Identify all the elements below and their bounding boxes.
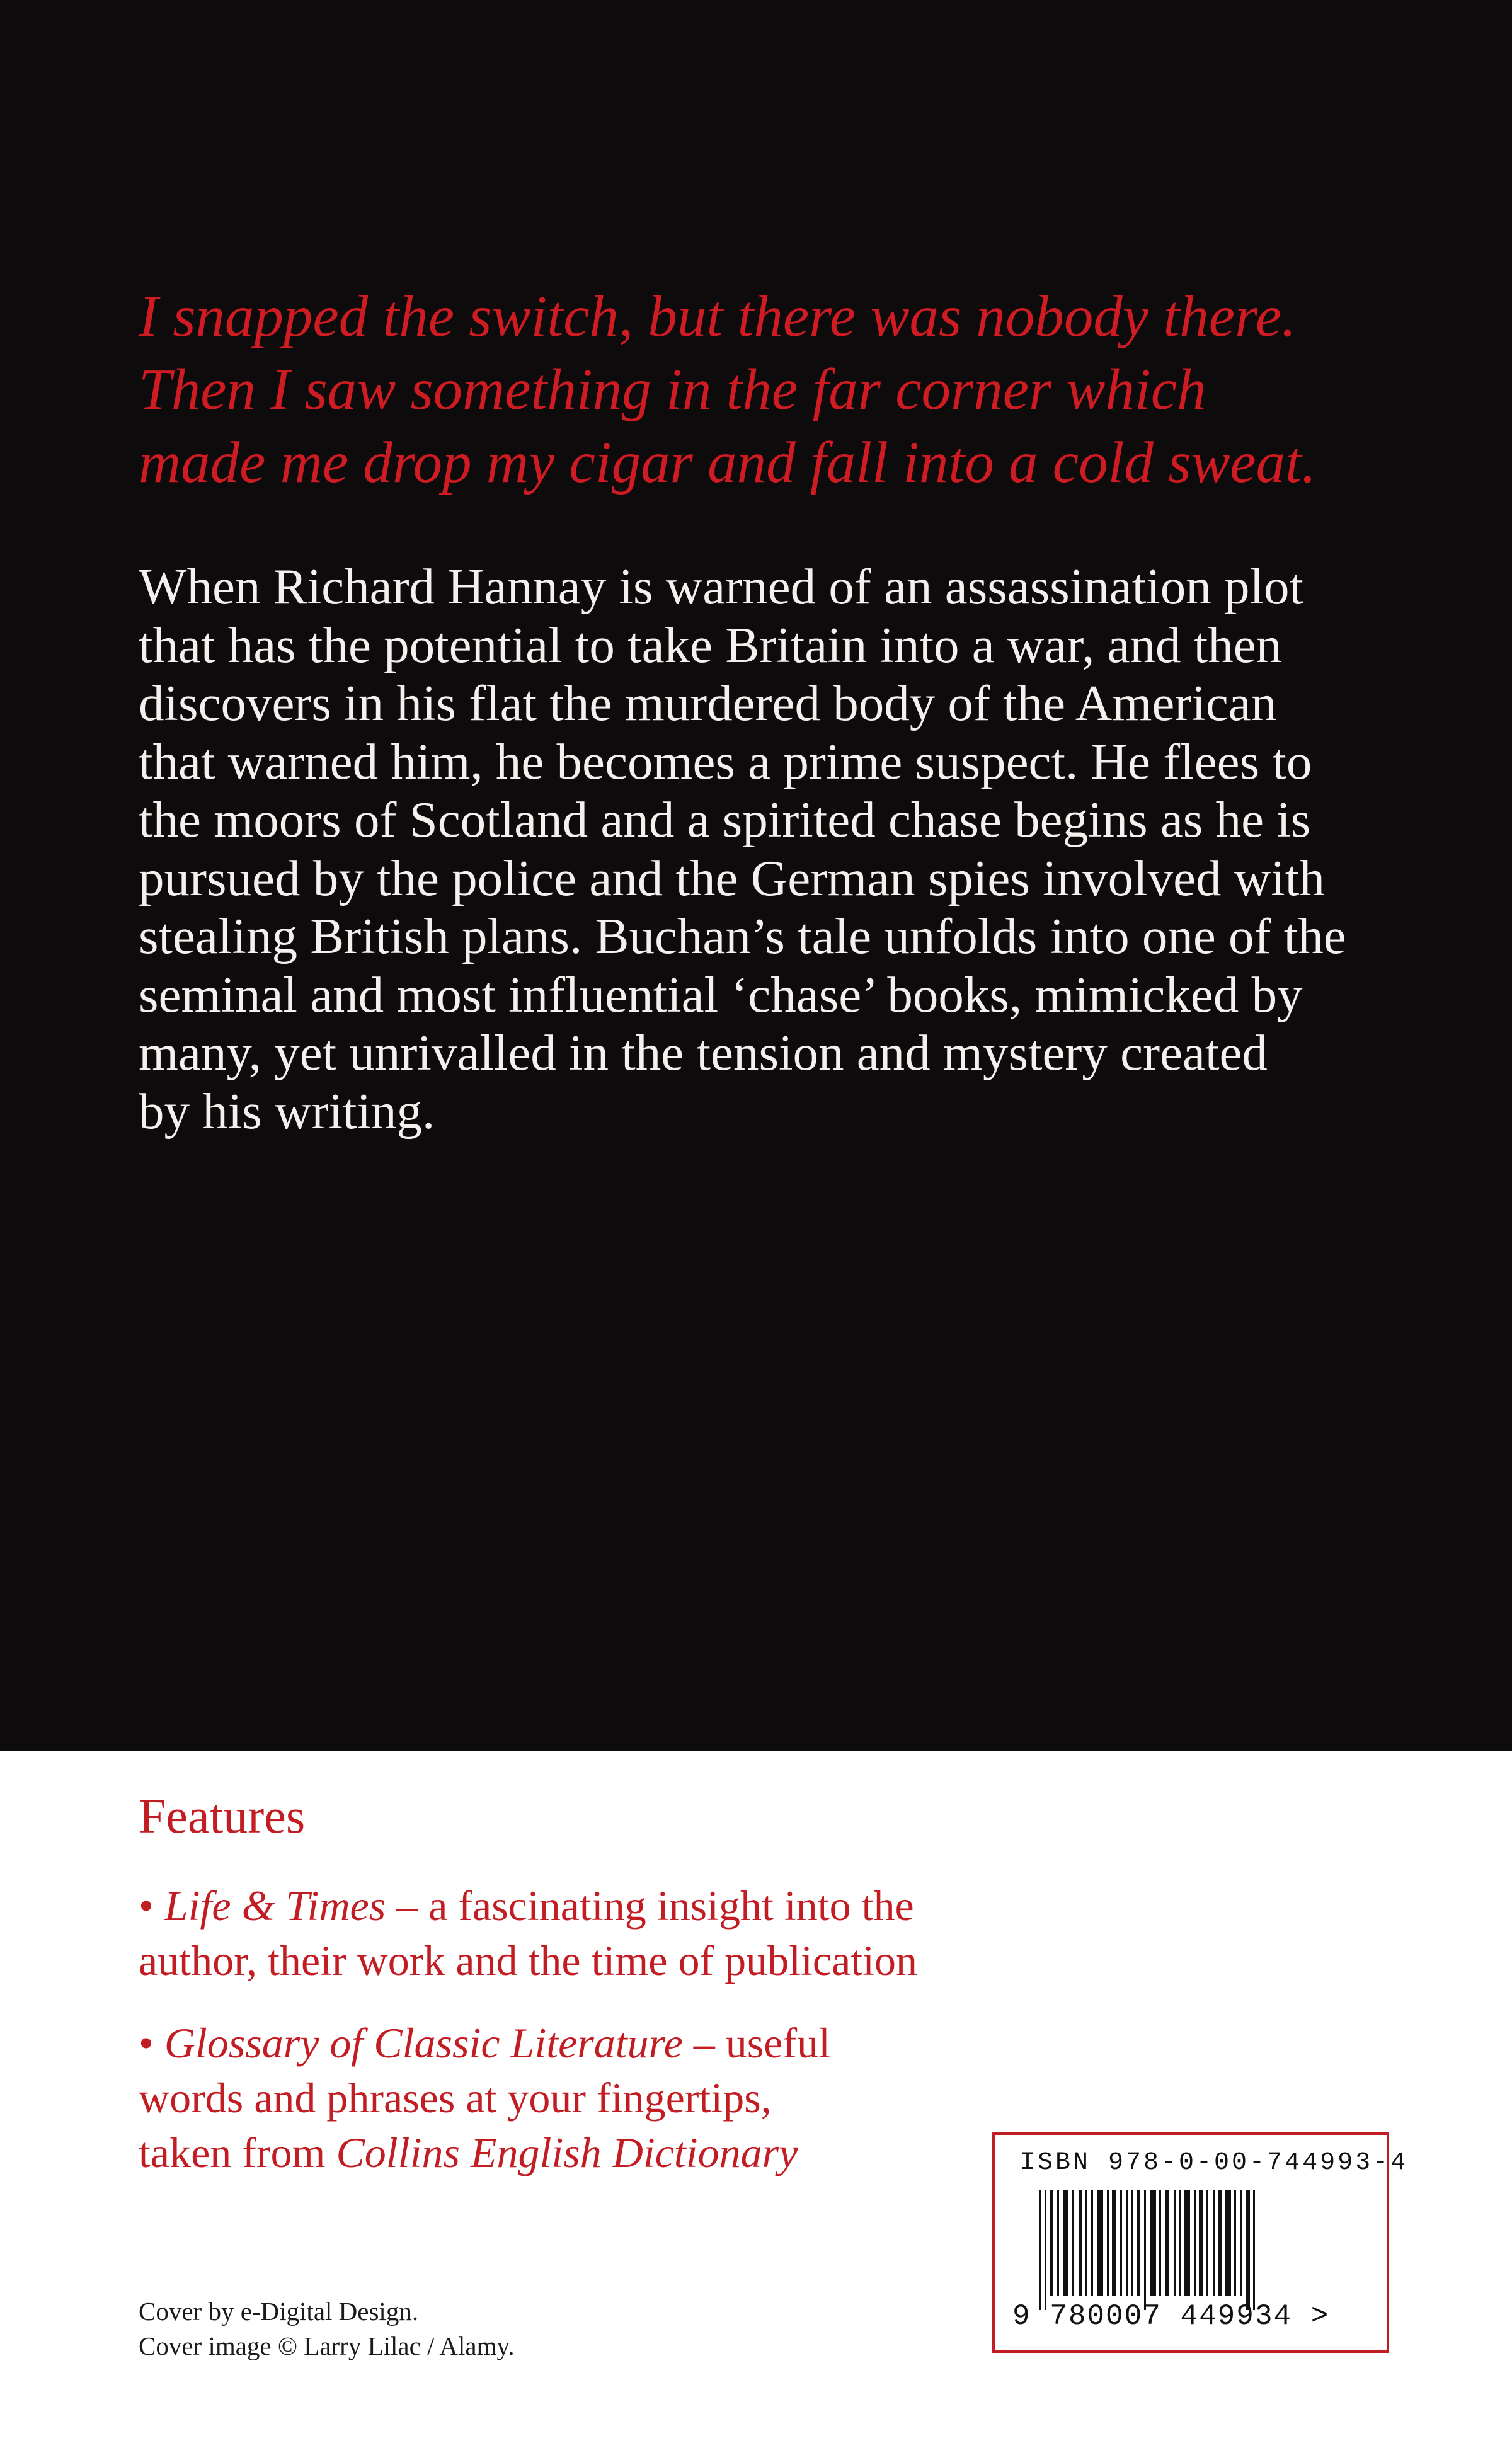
blurb-line: that warned him, he becomes a prime suspect. He flees to <box>139 733 1312 790</box>
bullet-icon: • <box>139 2019 154 2067</box>
quote-line: made me drop my cigar and fall into a cold sweat. <box>139 430 1317 495</box>
barcode-bar <box>1213 2190 1215 2296</box>
barcode-bar <box>1063 2190 1068 2296</box>
barcode-bar <box>1174 2190 1176 2296</box>
barcode-bar <box>1097 2190 1103 2296</box>
isbn-label: ISBN 978-0-00-744993-4 <box>1020 2149 1409 2177</box>
barcode-group-right: 449934 <box>1180 2300 1293 2333</box>
book-blurb <box>139 558 1449 1140</box>
barcode-bar <box>1039 2190 1041 2310</box>
dictionary-title: Collins English Dictionary <box>336 2129 798 2176</box>
feature-description: words and phrases at your fingertips, <box>139 2074 772 2122</box>
barcode-bar <box>1120 2190 1122 2296</box>
barcode-bar <box>1253 2190 1255 2310</box>
barcode-digits <box>1012 2300 1329 2333</box>
barcode-bar <box>1079 2190 1082 2296</box>
barcode-bar <box>1057 2190 1059 2296</box>
barcode-bar <box>1150 2190 1156 2296</box>
barcode-bar <box>1199 2190 1203 2296</box>
feature-description: – useful <box>682 2019 830 2067</box>
blurb-line: discovers in his flat the murdered body of the American <box>139 675 1277 731</box>
bullet-icon: • <box>139 1882 154 1930</box>
design-credit: Cover by e-Digital Design. <box>139 2297 419 2326</box>
barcode-bar <box>1091 2190 1093 2296</box>
blurb-line: by his writing. <box>139 1082 435 1140</box>
barcode-bar <box>1131 2190 1133 2296</box>
feature-item-glossary <box>139 2016 1021 2180</box>
feature-line <box>139 1879 1021 1933</box>
barcode-bar <box>1107 2190 1109 2296</box>
quote-line: Then I saw something in the far corner which <box>139 357 1206 422</box>
blurb-line: When Richard Hannay is warned of an assassination plot <box>139 558 1303 615</box>
isbn-barcode-box <box>992 2132 1409 2353</box>
barcode-bar <box>1137 2190 1140 2296</box>
barcode-group-left: 780007 <box>1050 2300 1162 2333</box>
barcode-end-mark: > <box>1310 2300 1330 2333</box>
blurb-line: pursued by the police and the German spies involved with <box>139 849 1325 907</box>
feature-name: Life & Times <box>164 1882 386 1930</box>
blurb-line: stealing British plans. Buchan’s tale unfolds into one of the <box>139 908 1346 964</box>
feature-description: author, their work and the time of publication <box>139 1936 918 1984</box>
feature-item-life-and-times <box>139 1879 1021 1988</box>
barcode-bar <box>1144 2190 1146 2310</box>
blurb-line: the moors of Scotland and a spirited chase begins as he is <box>139 791 1311 848</box>
barcode-bar <box>1194 2190 1196 2296</box>
blurb-line: that has the potential to take Britain into a war, and then <box>139 616 1282 673</box>
barcode-bar <box>1165 2190 1169 2296</box>
barcode-bar <box>1234 2190 1236 2296</box>
barcode-bar <box>1184 2190 1190 2296</box>
blurb-line: many, yet unrivalled in the tension and mystery created <box>139 1024 1268 1081</box>
barcode-lead-digit: 9 <box>1012 2300 1031 2333</box>
feature-name: Glossary of Classic Literature <box>164 2019 683 2067</box>
feature-description: taken from <box>139 2129 336 2176</box>
barcode-bar <box>1159 2190 1161 2296</box>
barcode-bar <box>1072 2190 1074 2296</box>
barcode-bar <box>1050 2190 1053 2296</box>
barcode-bar <box>1206 2190 1208 2296</box>
barcode-bar <box>1179 2190 1181 2296</box>
image-credit: Cover image © Larry Lilac / Alamy. <box>139 2331 515 2360</box>
feature-line <box>139 2125 1021 2180</box>
pull-quote <box>139 280 1436 500</box>
barcode-bar <box>1218 2190 1222 2296</box>
barcode-bar <box>1085 2190 1087 2296</box>
blurb-line: seminal and most influential ‘chase’ books, mimicked by <box>139 966 1303 1023</box>
barcode-bar <box>1246 2190 1250 2310</box>
barcode-bar <box>1112 2190 1116 2296</box>
features-heading: Features <box>139 1788 306 1843</box>
barcode-bar <box>1045 2190 1046 2310</box>
barcode-bars <box>1039 2190 1255 2310</box>
feature-description: – a fascinating insight into the <box>386 1882 914 1930</box>
barcode-bar <box>1126 2190 1128 2296</box>
cover-credits <box>139 2294 515 2364</box>
barcode-bar <box>1225 2190 1231 2296</box>
quote-line: I snapped the switch, but there was nobody there. <box>139 284 1297 349</box>
feature-line <box>139 2016 1021 2071</box>
barcode-bar <box>1240 2190 1242 2296</box>
